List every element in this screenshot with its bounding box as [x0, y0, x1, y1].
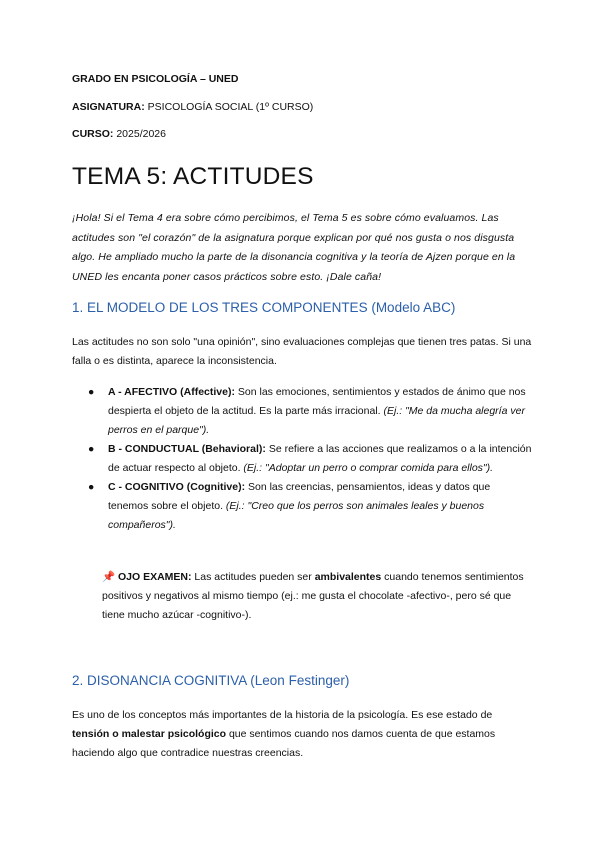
list-item-cognitive [72, 478, 532, 535]
section2-text1: Es uno de los conceptos más importantes de la historia de la psicología. Es ese estado de [72, 709, 493, 721]
exam-note-text1: Las actitudes pueden ser [191, 571, 315, 583]
term-affective: A - AFECTIVO (Affective): [108, 386, 235, 398]
subject-value: PSICOLOGÍA SOCIAL (1º CURSO) [147, 101, 314, 113]
example-behavioral: (Ej.: "Adoptar un perro o comprar comida para ellos"). [243, 462, 494, 474]
exam-note-bold: ambivalentes [314, 571, 382, 583]
text-cognitive: Son las creencias, pensamientos, ideas y datos que tenemos sobre el objeto. [108, 481, 491, 512]
subject-label: ASIGNATURA: [72, 101, 145, 113]
section2-heading: 2. DISONANCIA COGNITIVA (Leon Festinger) [72, 673, 350, 688]
text-behavioral: Se refiere a las acciones que realizamos o a la intención de actuar respecto al objeto. [108, 443, 532, 474]
components-list [72, 383, 532, 535]
bullet-icon: ● [88, 386, 95, 398]
page-title: TEMA 5: ACTITUDES [72, 163, 314, 190]
subject-line [72, 100, 313, 114]
section1-heading: 1. EL MODELO DE LOS TRES COMPONENTES (Modelo ABC) [72, 300, 456, 315]
exam-note [102, 568, 532, 625]
exam-note-text2: cuando tenemos sentimientos positivos y negativos al mismo tiempo (ej.: me gusta el chocolate -afectivo-, pero sé que tiene mucho azúcar -cognitivo-). [102, 571, 524, 621]
term-cognitive: C - COGNITIVO (Cognitive): [108, 481, 246, 493]
course-value: 2025/2026 [116, 128, 166, 140]
degree-text: GRADO EN PSICOLOGÍA – UNED [72, 73, 239, 85]
list-item-behavioral [72, 440, 532, 478]
section1-paragraph: Las actitudes no son solo "una opinión", sino evaluaciones complejas que tienen tres patas. Si una falla o es distinta, aparece la inconsistencia. [72, 336, 532, 367]
course-line [72, 127, 166, 141]
course-label: CURSO: [72, 128, 114, 140]
degree-line [72, 72, 238, 86]
text-affective: Son las emociones, sentimientos y estados de ánimo que nos despierta el objeto de la actitud. Es la parte más irracional. [108, 386, 526, 417]
example-cognitive: (Ej.: "Creo que los perros son animales leales y buenos compañeros"). [108, 500, 485, 531]
intro-paragraph: ¡Hola! Si el Tema 4 era sobre cómo percibimos, el Tema 5 es sobre cómo evaluamos. Las actitudes son "el corazón" de la asignatura porque explican por qué nos gusta o nos disgusta algo. He ampliado mucho la parte de la disonancia cognitiva y la teoría de Ajzen porque en la UNED les encanta poner casos prácticos sobre esto. ¡Dale caña! [72, 212, 516, 283]
example-affective: (Ej.: "Me da mucha alegría ver perros en el parque"). [108, 405, 525, 436]
bullet-icon: ● [88, 443, 95, 455]
pushpin-icon: 📌 [102, 571, 116, 583]
section2-paragraph [72, 706, 532, 763]
term-behavioral: B - CONDUCTUAL (Behavioral): [108, 443, 266, 455]
section2-text2: que sentimos cuando nos damos cuenta de que estamos haciendo algo que contradice nuestras creencias. [72, 728, 496, 759]
section2-bold: tensión o malestar psicológico [72, 728, 227, 740]
list-item-affective [72, 383, 532, 440]
exam-note-label: OJO EXAMEN: [118, 571, 192, 583]
bullet-icon: ● [88, 481, 95, 493]
